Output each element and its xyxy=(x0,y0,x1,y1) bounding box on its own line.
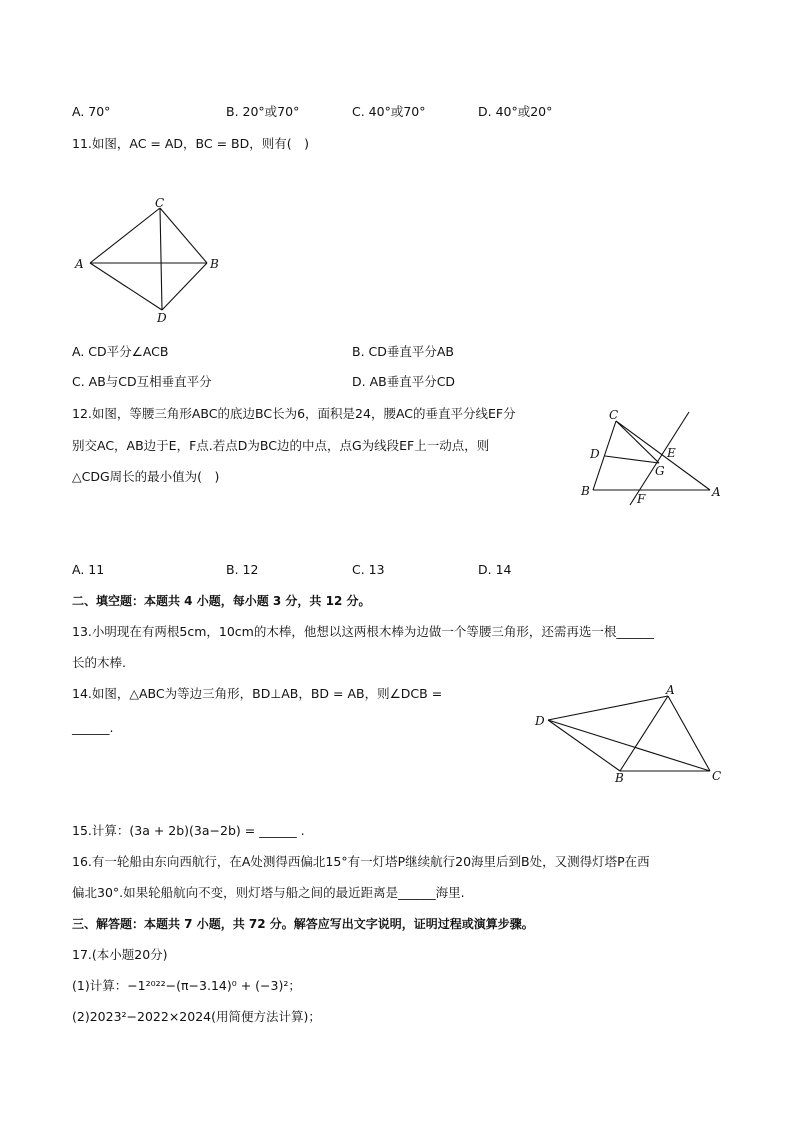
q11-label-c: C xyxy=(155,196,165,210)
q16-line-1: 16.有一轮船由东向西航行，在A处测得西偏北15°有一灯塔P继续航行20海里后到B处，又测得灯塔P在西 xyxy=(72,854,650,869)
q11-option-d: D. AB垂直平分CD xyxy=(352,374,456,389)
q14-label-d: D xyxy=(535,714,545,728)
q11-option-a: A. CD平分∠ACB xyxy=(72,344,169,359)
q11-stem: 11.如图，AC = AD，BC = BD，则有( ) xyxy=(72,136,309,151)
q11-label-a: A xyxy=(75,257,84,271)
q17-part-1: (1)计算：−1²⁰²²−(π−3.14)⁰ + (−3)²； xyxy=(72,978,301,993)
q12-option-d: D. 14 xyxy=(478,562,512,577)
q12-label-a: A xyxy=(712,485,721,499)
q10-option-a: A. 70° xyxy=(72,104,111,119)
q14-label-c: C xyxy=(712,769,722,783)
q10-option-d: D. 40°或20° xyxy=(478,104,553,119)
q11-option-b: B. CD垂直平分AB xyxy=(352,344,455,359)
q14-label-a: A xyxy=(666,683,675,697)
q12-label-c: C xyxy=(609,408,619,422)
q14-line-1: 14.如图，△ABC为等边三角形，BD⊥AB，BD = AB，则∠DCB = xyxy=(72,686,443,701)
q17-part-2: (2)2023²−2022×2024(用简便方法计算)； xyxy=(72,1009,321,1024)
q12-stem-line-1: 12.如图，等腰三角形ABC的底边BC长为6，面积是24，腰AC的垂直平分线EF分 xyxy=(72,406,516,421)
q13-line-2: 长的木棒. xyxy=(72,655,126,670)
q11-option-c: C. AB与CD互相垂直平分 xyxy=(72,374,212,389)
q12-label-d: D xyxy=(590,447,600,461)
q10-option-c: C. 40°或70° xyxy=(352,104,426,119)
q12-option-a: A. 11 xyxy=(72,562,105,577)
q12-label-b: B xyxy=(581,484,590,498)
q12-option-c: C. 13 xyxy=(352,562,385,577)
section-2-heading: 二、填空题：本题共 4 小题，每小题 3 分，共 12 分。 xyxy=(72,594,371,608)
q14-line-2: ______. xyxy=(72,720,114,735)
q17-title: 17.(本小题20分) xyxy=(72,947,168,962)
q12-label-f: F xyxy=(637,492,646,506)
q11-label-d: D xyxy=(157,311,167,325)
q11-label-b: B xyxy=(210,257,219,271)
q14-figure xyxy=(530,682,730,786)
q12-label-e: E xyxy=(667,446,676,460)
q12-stem-line-2: 别交AC，AB边于E，F点.若点D为BC边的中点，点G为线段EF上一动点，则 xyxy=(72,438,490,453)
q12-stem-line-3: △CDG周长的最小值为( ) xyxy=(72,469,220,484)
q12-label-g: G xyxy=(655,464,665,478)
q10-option-b: B. 20°或70° xyxy=(226,104,300,119)
q11-figure xyxy=(70,196,230,328)
q12-option-b: B. 12 xyxy=(226,562,259,577)
q13-line-1: 13.小明现在有两根5cm，10cm的木棒，他想以这两根木棒为边做一个等腰三角形，还需再选一根______ xyxy=(72,624,654,639)
q12-figure xyxy=(575,402,735,512)
section-3-heading: 三、解答题：本题共 7 小题，共 72 分。解答应写出文字说明，证明过程或演算步骤。 xyxy=(72,917,534,931)
q15-text: 15.计算：(3a + 2b)(3a−2b) = ______ . xyxy=(72,823,305,838)
q16-line-2: 偏北30°.如果轮船航向不变，则灯塔与船之间的最近距离是______海里. xyxy=(72,885,465,900)
q14-label-b: B xyxy=(615,771,624,785)
